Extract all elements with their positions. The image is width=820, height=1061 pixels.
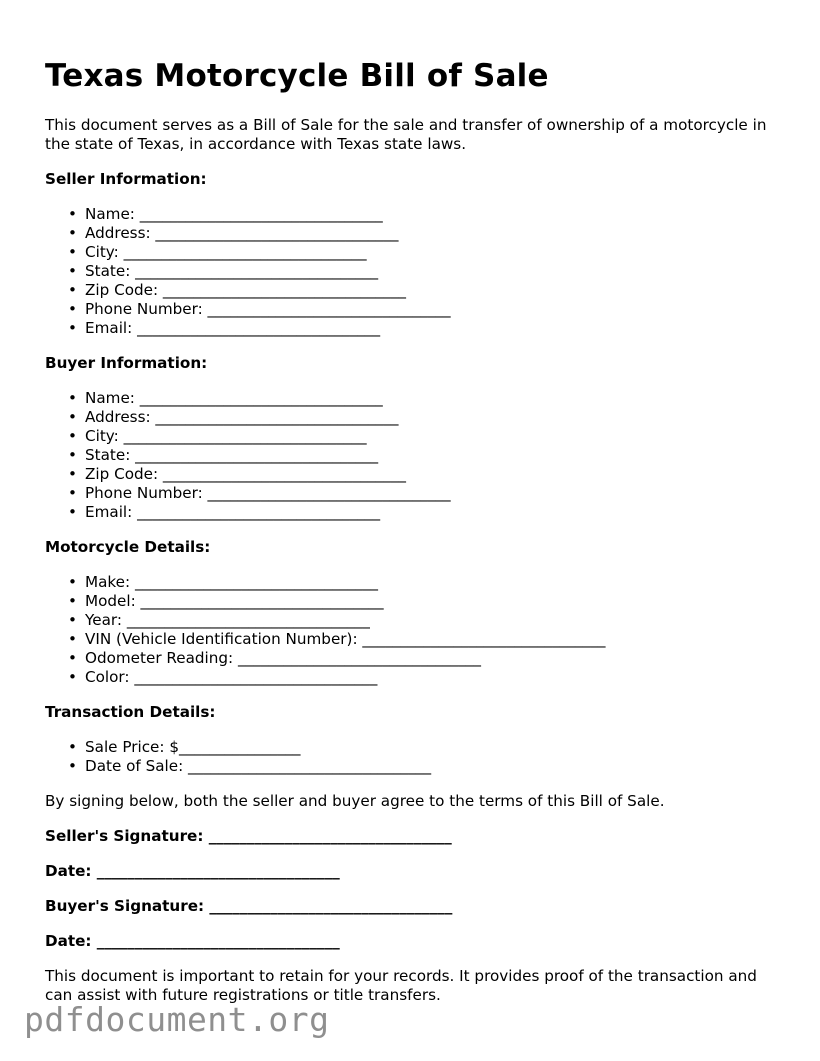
bullet: • (68, 205, 77, 223)
seller-fields-list (45, 205, 785, 338)
field-label: VIN (Vehicle Identification Number): ________________________________ (85, 630, 606, 648)
seller-phone-field (68, 300, 785, 319)
transaction-fields-list (45, 738, 785, 776)
bullet: • (68, 668, 77, 686)
document-title: Texas Motorcycle Bill of Sale (45, 58, 549, 94)
field-label: Name: ________________________________ (85, 205, 383, 223)
field-label: Model: ________________________________ (85, 592, 384, 610)
bullet: • (68, 649, 77, 667)
bullet: • (68, 573, 77, 591)
make-field (68, 573, 785, 592)
vin-field (68, 630, 785, 649)
field-label: State: ________________________________ (85, 446, 379, 464)
field-label: Odometer Reading: ________________________________ (85, 649, 481, 667)
date-of-sale-field (68, 757, 785, 776)
field-label: Phone Number: ________________________________ (85, 300, 451, 318)
field-label: Color: ________________________________ (85, 668, 378, 686)
bullet: • (68, 630, 77, 648)
seller-signature-line: Seller's Signature: ________________________________ (45, 827, 452, 845)
field-label: Zip Code: ________________________________ (85, 465, 406, 483)
field-label: Date of Sale: ________________________________ (85, 757, 432, 775)
seller-city-field (68, 243, 785, 262)
buyer-address-field (68, 408, 785, 427)
color-field (68, 668, 785, 687)
bullet: • (68, 389, 77, 407)
buyer-zip-field (68, 465, 785, 484)
seller-zip-field (68, 281, 785, 300)
bullet: • (68, 300, 77, 318)
field-label: Name: ________________________________ (85, 389, 383, 407)
bullet: • (68, 224, 77, 242)
field-label: Address: ________________________________ (85, 224, 399, 242)
bullet: • (68, 427, 77, 445)
field-label: Sale Price: $________________ (85, 738, 301, 756)
bullet: • (68, 503, 77, 521)
seller-state-field (68, 262, 785, 281)
motorcycle-fields-list (45, 573, 785, 687)
seller-email-field (68, 319, 785, 338)
buyer-section-heading: Buyer Information: (45, 354, 208, 372)
intro-paragraph: This document serves as a Bill of Sale for the sale and transfer of ownership of a motorcycle in the state of Texas, in accordance with Texas state laws. (45, 116, 767, 153)
field-label: Make: ________________________________ (85, 573, 378, 591)
bullet: • (68, 446, 77, 464)
odometer-field (68, 649, 785, 668)
buyer-signature-line: Buyer's Signature: ________________________________ (45, 897, 453, 915)
bullet: • (68, 738, 77, 756)
watermark-logo: pdfdocument.org (24, 1000, 330, 1039)
seller-address-field (68, 224, 785, 243)
bullet: • (68, 484, 77, 502)
bullet: • (68, 611, 77, 629)
model-field (68, 592, 785, 611)
year-field (68, 611, 785, 630)
bullet: • (68, 319, 77, 337)
document-page (45, 56, 785, 1005)
buyer-state-field (68, 446, 785, 465)
transaction-section-heading: Transaction Details: (45, 703, 216, 721)
bullet: • (68, 281, 77, 299)
buyer-date-line: Date: ________________________________ (45, 932, 340, 950)
field-label: Email: ________________________________ (85, 319, 381, 337)
retention-note: This document is important to retain for your records. It provides proof of the transaction and can assist with future registrations or title transfers. (45, 967, 757, 1004)
seller-date-line: Date: ________________________________ (45, 862, 340, 880)
buyer-phone-field (68, 484, 785, 503)
field-label: Email: ________________________________ (85, 503, 381, 521)
field-label: City: ________________________________ (85, 427, 367, 445)
bullet: • (68, 262, 77, 280)
field-label: State: ________________________________ (85, 262, 379, 280)
bullet: • (68, 757, 77, 775)
motorcycle-section-heading: Motorcycle Details: (45, 538, 211, 556)
buyer-name-field (68, 389, 785, 408)
field-label: City: ________________________________ (85, 243, 367, 261)
buyer-city-field (68, 427, 785, 446)
agreement-statement: By signing below, both the seller and buyer agree to the terms of this Bill of Sale. (45, 792, 665, 810)
bullet: • (68, 465, 77, 483)
buyer-fields-list (45, 389, 785, 522)
field-label: Zip Code: ________________________________ (85, 281, 406, 299)
buyer-email-field (68, 503, 785, 522)
field-label: Address: ________________________________ (85, 408, 399, 426)
field-label: Year: ________________________________ (85, 611, 370, 629)
sale-price-field (68, 738, 785, 757)
bullet: • (68, 408, 77, 426)
field-label: Phone Number: ________________________________ (85, 484, 451, 502)
seller-section-heading: Seller Information: (45, 170, 207, 188)
bullet: • (68, 592, 77, 610)
bullet: • (68, 243, 77, 261)
seller-name-field (68, 205, 785, 224)
